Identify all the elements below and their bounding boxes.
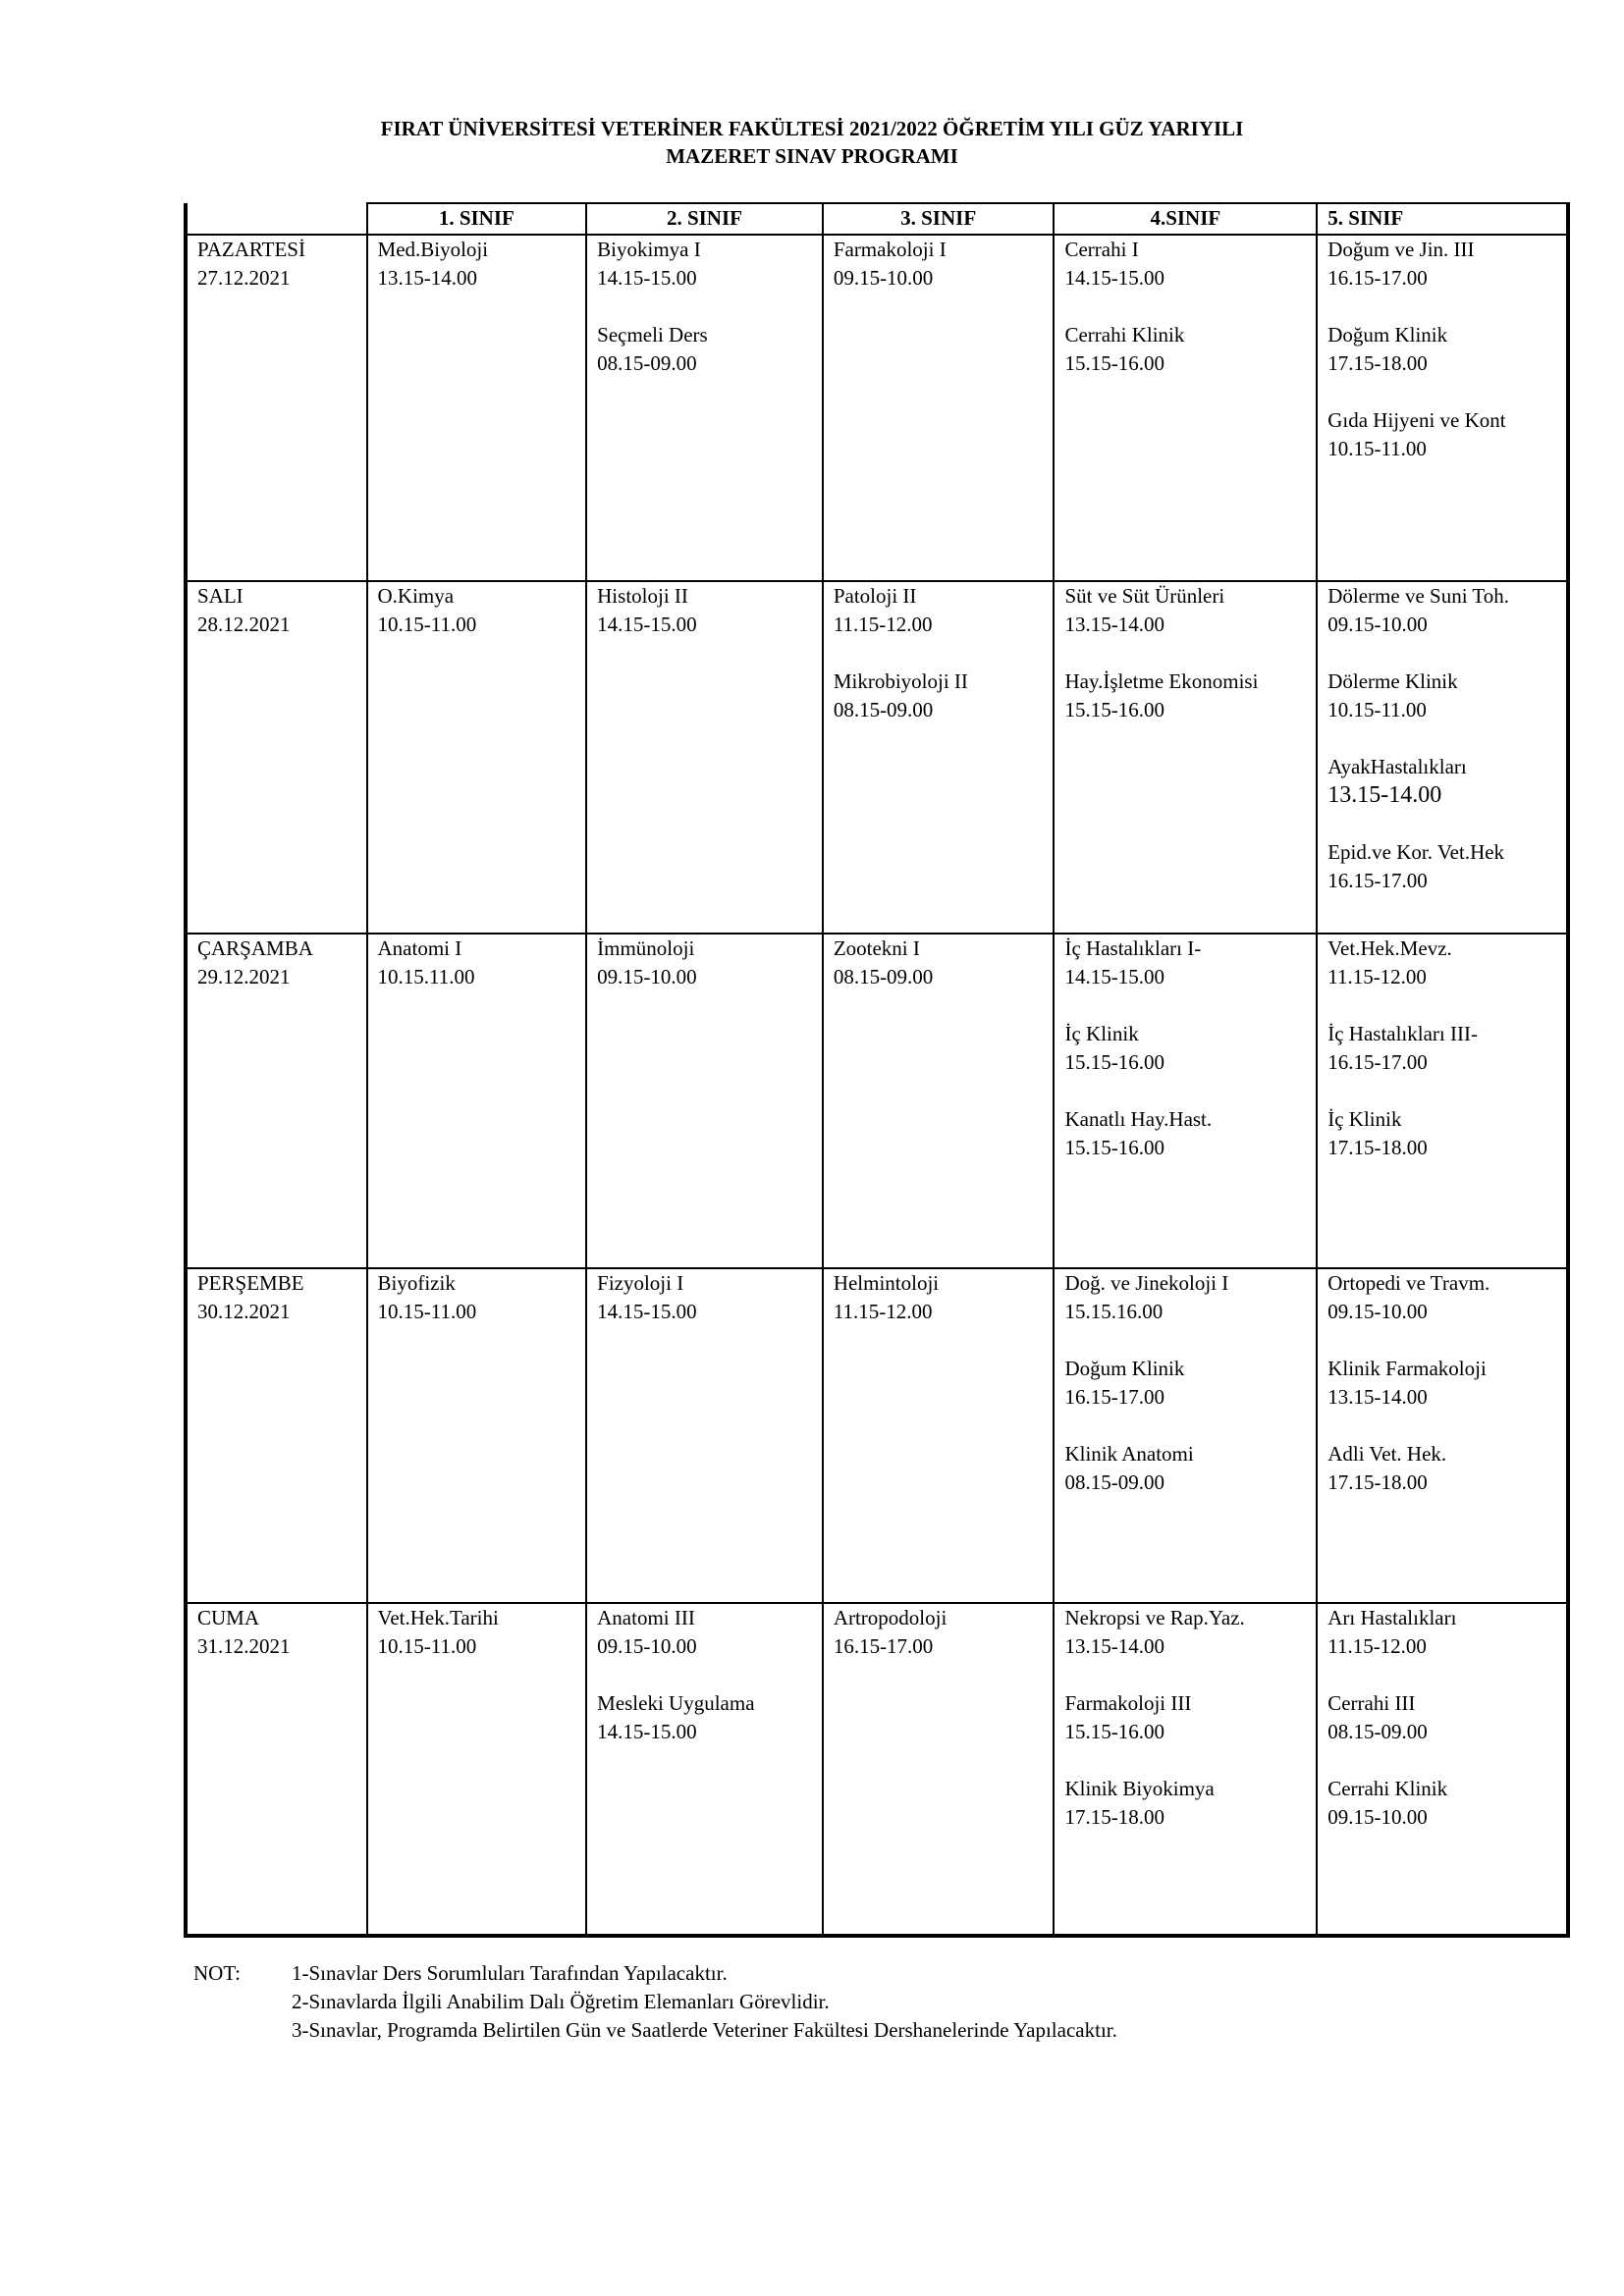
exam-time: 09.15-10.00 <box>1327 1805 1428 1829</box>
exam-course: Dölerme Klinik <box>1327 669 1458 693</box>
exam-course: Farmakoloji I <box>833 238 947 261</box>
exam-entry <box>1327 1689 1566 1746</box>
exam-time: 14.15-15.00 <box>597 613 697 636</box>
exam-entry <box>1064 321 1316 378</box>
exam-entry <box>1327 667 1566 724</box>
exam-course: Doğum Klinik <box>1327 323 1448 347</box>
exam-course: Biyofizik <box>377 1271 456 1295</box>
day-date: 29.12.2021 <box>197 965 291 988</box>
exam-entry <box>1327 321 1566 378</box>
exam-cell <box>586 934 823 1268</box>
exam-cell <box>586 235 823 581</box>
exam-course: Anatomi III <box>597 1606 695 1629</box>
column-header: 5. SINIF <box>1317 203 1568 235</box>
exam-time: 09.15-10.00 <box>1327 1300 1428 1323</box>
exam-course: Biyokimya I <box>597 238 701 261</box>
exam-entry <box>597 582 822 639</box>
day-date: 31.12.2021 <box>197 1634 291 1658</box>
exam-time: 13.15-14.00 <box>1327 782 1442 808</box>
exam-time: 16.15-17.00 <box>1064 1385 1164 1409</box>
exam-course: Artropodoloji <box>833 1606 947 1629</box>
exam-time: 08.15-09.00 <box>1064 1470 1164 1494</box>
exam-entry <box>597 321 822 378</box>
header-corner <box>186 203 367 235</box>
exam-entry <box>1064 1355 1316 1412</box>
exam-entry <box>834 582 1054 639</box>
note-item: 3-Sınavlar, Programda Belirtilen Gün ve Saatlerde Veteriner Fakültesi Dershanelerinde Yapılacaktır. <box>292 2018 1117 2042</box>
exam-cell <box>1054 934 1317 1268</box>
exam-course: Klinik Biyokimya <box>1064 1777 1215 1800</box>
exam-cell <box>823 1268 1055 1603</box>
exam-entry <box>378 582 586 639</box>
exam-time: 13.15-14.00 <box>377 266 478 290</box>
exam-time: 17.15-18.00 <box>1327 1470 1428 1494</box>
day-name: SALI <box>197 584 244 608</box>
exam-time: 14.15-15.00 <box>1064 965 1164 988</box>
exam-entry <box>1327 406 1566 463</box>
exam-time: 11.15-12.00 <box>833 1300 933 1323</box>
exam-cell <box>367 581 587 934</box>
exam-cell <box>367 235 587 581</box>
exam-entry <box>597 1604 822 1661</box>
exam-course: Anatomi I <box>377 936 462 960</box>
exam-time: 10.15-11.00 <box>1327 437 1427 460</box>
exam-course: Vet.Hek.Mevz. <box>1327 936 1452 960</box>
exam-course: İç Hastalıkları I- <box>1064 936 1202 960</box>
exam-entry <box>1064 1020 1316 1077</box>
exam-time: 10.15-11.00 <box>377 1300 477 1323</box>
exam-time: 17.15-18.00 <box>1327 1136 1428 1159</box>
exam-course: Doğ. ve Jinekoloji I <box>1064 1271 1229 1295</box>
exam-entry <box>834 667 1054 724</box>
exam-cell <box>367 1603 587 1936</box>
exam-time: 14.15-15.00 <box>597 1300 697 1323</box>
day-cell <box>186 1603 367 1936</box>
note-item: 2-Sınavlarda İlgili Anabilim Dalı Öğretim Elemanları Görevlidir. <box>292 1990 830 2013</box>
exam-entry <box>1327 1355 1566 1412</box>
exam-cell <box>586 581 823 934</box>
exam-cell <box>1054 235 1317 581</box>
exam-entry <box>1327 838 1566 895</box>
exam-time: 17.15-18.00 <box>1327 351 1428 375</box>
column-header: 1. SINIF <box>367 203 587 235</box>
exam-entry <box>1064 236 1316 293</box>
table-row <box>186 581 1568 934</box>
day-date: 27.12.2021 <box>197 266 291 290</box>
exam-entry <box>1327 753 1566 810</box>
exam-cell <box>1317 235 1568 581</box>
exam-time: 14.15-15.00 <box>597 266 697 290</box>
day-cell <box>186 235 367 581</box>
exam-course: Seçmeli Ders <box>597 323 708 347</box>
exam-time: 10.15.11.00 <box>377 965 475 988</box>
exam-time: 15.15.16.00 <box>1064 1300 1164 1323</box>
table-header-row <box>186 203 1568 235</box>
exam-course: Helmintoloji <box>833 1271 940 1295</box>
exam-course: Cerrahi III <box>1327 1691 1416 1715</box>
exam-course: AyakHastalıkları <box>1327 755 1467 778</box>
exam-course: Doğum Klinik <box>1064 1357 1185 1380</box>
exam-entry <box>1064 1269 1316 1326</box>
exam-entry <box>1064 1440 1316 1497</box>
exam-cell <box>1054 581 1317 934</box>
exam-cell <box>823 235 1055 581</box>
exam-course: Cerrahi Klinik <box>1064 323 1185 347</box>
day-date: 28.12.2021 <box>197 613 291 636</box>
exam-course: Kanatlı Hay.Hast. <box>1064 1107 1213 1131</box>
note-item: 1-Sınavlar Ders Sorumluları Tarafından Yapılacaktır. <box>292 1961 728 1985</box>
exam-time: 15.15-16.00 <box>1064 351 1164 375</box>
exam-course: Mesleki Uygulama <box>597 1691 755 1715</box>
exam-entry <box>834 934 1054 991</box>
exam-course: Fizyoloji I <box>597 1271 684 1295</box>
table-row <box>186 934 1568 1268</box>
exam-time: 16.15-17.00 <box>1327 266 1428 290</box>
exam-time: 15.15-16.00 <box>1064 698 1164 721</box>
exam-course: Nekropsi ve Rap.Yaz. <box>1064 1606 1245 1629</box>
exam-course: Epid.ve Kor. Vet.Hek <box>1327 840 1505 864</box>
exam-entry <box>1327 934 1566 991</box>
day-name: PAZARTESİ <box>197 238 305 261</box>
exam-course: Vet.Hek.Tarihi <box>377 1606 499 1629</box>
exam-course: Mikrobiyoloji II <box>833 669 968 693</box>
exam-time: 15.15-16.00 <box>1064 1136 1164 1159</box>
exam-time: 15.15-16.00 <box>1064 1050 1164 1074</box>
exam-entry <box>597 1269 822 1326</box>
exam-cell <box>1054 1268 1317 1603</box>
exam-entry <box>834 236 1054 293</box>
exam-course: Ortopedi ve Travm. <box>1327 1271 1490 1295</box>
exam-time: 09.15-10.00 <box>833 266 934 290</box>
exam-course: Hay.İşletme Ekonomisi <box>1064 669 1259 693</box>
exam-entry <box>1064 1689 1316 1746</box>
exam-cell <box>1054 1603 1317 1936</box>
exam-entry <box>1327 236 1566 293</box>
exam-cell <box>367 934 587 1268</box>
exam-time: 11.15-12.00 <box>1327 1634 1427 1658</box>
column-header: 2. SINIF <box>586 203 823 235</box>
day-name: CUMA <box>197 1606 260 1629</box>
document-subtitle: MAZERET SINAV PROGRAMI <box>666 144 958 168</box>
exam-entry <box>597 1689 822 1746</box>
exam-entry <box>1327 1440 1566 1497</box>
exam-cell <box>1317 1268 1568 1603</box>
exam-entry <box>378 1269 586 1326</box>
exam-cell <box>823 934 1055 1268</box>
exam-course: Dölerme ve Suni Toh. <box>1327 584 1510 608</box>
day-date: 30.12.2021 <box>197 1300 291 1323</box>
column-header: 4.SINIF <box>1054 203 1317 235</box>
exam-course: Klinik Anatomi <box>1064 1442 1194 1466</box>
exam-cell <box>367 1268 587 1603</box>
exam-time: 09.15-10.00 <box>597 965 697 988</box>
exam-entry <box>834 1604 1054 1661</box>
table-row <box>186 1603 1568 1936</box>
exam-time: 09.15-10.00 <box>597 1634 697 1658</box>
exam-course: İç Klinik <box>1064 1022 1139 1045</box>
exam-entry <box>1064 1775 1316 1832</box>
table-row <box>186 1268 1568 1603</box>
exam-cell <box>1317 581 1568 934</box>
exam-entry <box>1064 667 1316 724</box>
exam-time: 14.15-15.00 <box>1064 266 1164 290</box>
exam-time: 13.15-14.00 <box>1327 1385 1428 1409</box>
column-header: 3. SINIF <box>823 203 1055 235</box>
exam-course: Adli Vet. Hek. <box>1327 1442 1447 1466</box>
day-cell <box>186 934 367 1268</box>
exam-time: 16.15-17.00 <box>1327 1050 1428 1074</box>
exam-time: 09.15-10.00 <box>1327 613 1428 636</box>
exam-course: Med.Biyoloji <box>377 238 489 261</box>
exam-cell <box>1317 1603 1568 1936</box>
exam-course: Süt ve Süt Ürünleri <box>1064 584 1225 608</box>
exam-cell <box>823 581 1055 934</box>
exam-entry <box>378 1604 586 1661</box>
exam-course: İç Hastalıkları III- <box>1327 1022 1478 1045</box>
exam-time: 15.15-16.00 <box>1064 1720 1164 1743</box>
exam-time: 10.15-11.00 <box>377 613 477 636</box>
exam-course: Farmakoloji III <box>1064 1691 1192 1715</box>
exam-time: 17.15-18.00 <box>1064 1805 1164 1829</box>
exam-time: 14.15-15.00 <box>597 1720 697 1743</box>
exam-entry <box>1327 1105 1566 1162</box>
exam-cell <box>586 1603 823 1936</box>
exam-time: 10.15-11.00 <box>377 1634 477 1658</box>
exam-course: Arı Hastalıkları <box>1327 1606 1457 1629</box>
exam-course: İmmünoloji <box>597 936 695 960</box>
exam-entry <box>1064 1105 1316 1162</box>
exam-entry <box>597 236 822 293</box>
exam-cell <box>586 1268 823 1603</box>
exam-entry <box>1064 1604 1316 1661</box>
exam-time: 11.15-12.00 <box>1327 965 1427 988</box>
day-cell <box>186 581 367 934</box>
exam-course: Gıda Hijyeni ve Kont <box>1327 408 1506 432</box>
exam-time: 08.15-09.00 <box>1327 1720 1428 1743</box>
exam-entry <box>1064 582 1316 639</box>
exam-course: İç Klinik <box>1327 1107 1402 1131</box>
exam-cell <box>823 1603 1055 1936</box>
exam-time: 13.15-14.00 <box>1064 613 1164 636</box>
exam-entry <box>597 934 822 991</box>
exam-time: 08.15-09.00 <box>597 351 697 375</box>
exam-course: Cerrahi Klinik <box>1327 1777 1448 1800</box>
exam-schedule-table <box>184 202 1570 1938</box>
exam-course: Doğum ve Jin. III <box>1327 238 1475 261</box>
document-title: FIRAT ÜNİVERSİTESİ VETERİNER FAKÜLTESİ 2021/2022 ÖĞRETİM YILI GÜZ YARIYILI <box>380 117 1244 140</box>
exam-course: O.Kimya <box>377 584 455 608</box>
exam-course: Klinik Farmakoloji <box>1327 1357 1487 1380</box>
exam-entry <box>1327 1020 1566 1077</box>
exam-time: 11.15-12.00 <box>833 613 933 636</box>
exam-time: 16.15-17.00 <box>833 1634 934 1658</box>
exam-entry <box>834 1269 1054 1326</box>
exam-entry <box>1327 582 1566 639</box>
exam-time: 10.15-11.00 <box>1327 698 1427 721</box>
exam-entry <box>378 934 586 991</box>
day-name: PERŞEMBE <box>197 1271 304 1295</box>
table-row <box>186 235 1568 581</box>
exam-time: 08.15-09.00 <box>833 965 934 988</box>
exam-course: Patoloji II <box>833 584 917 608</box>
exam-cell <box>1317 934 1568 1268</box>
exam-entry <box>1327 1269 1566 1326</box>
exam-entry <box>1327 1775 1566 1832</box>
day-cell <box>186 1268 367 1603</box>
exam-time: 16.15-17.00 <box>1327 869 1428 892</box>
exam-course: Histoloji II <box>597 584 688 608</box>
day-name: ÇARŞAMBA <box>197 936 313 960</box>
notes-label: NOT: <box>193 1961 241 1985</box>
exam-entry <box>1064 934 1316 991</box>
exam-entry <box>1327 1604 1566 1661</box>
exam-course: Cerrahi I <box>1064 238 1139 261</box>
exam-entry <box>378 236 586 293</box>
exam-time: 08.15-09.00 <box>833 698 934 721</box>
exam-time: 13.15-14.00 <box>1064 1634 1164 1658</box>
exam-course: Zootekni I <box>833 936 920 960</box>
